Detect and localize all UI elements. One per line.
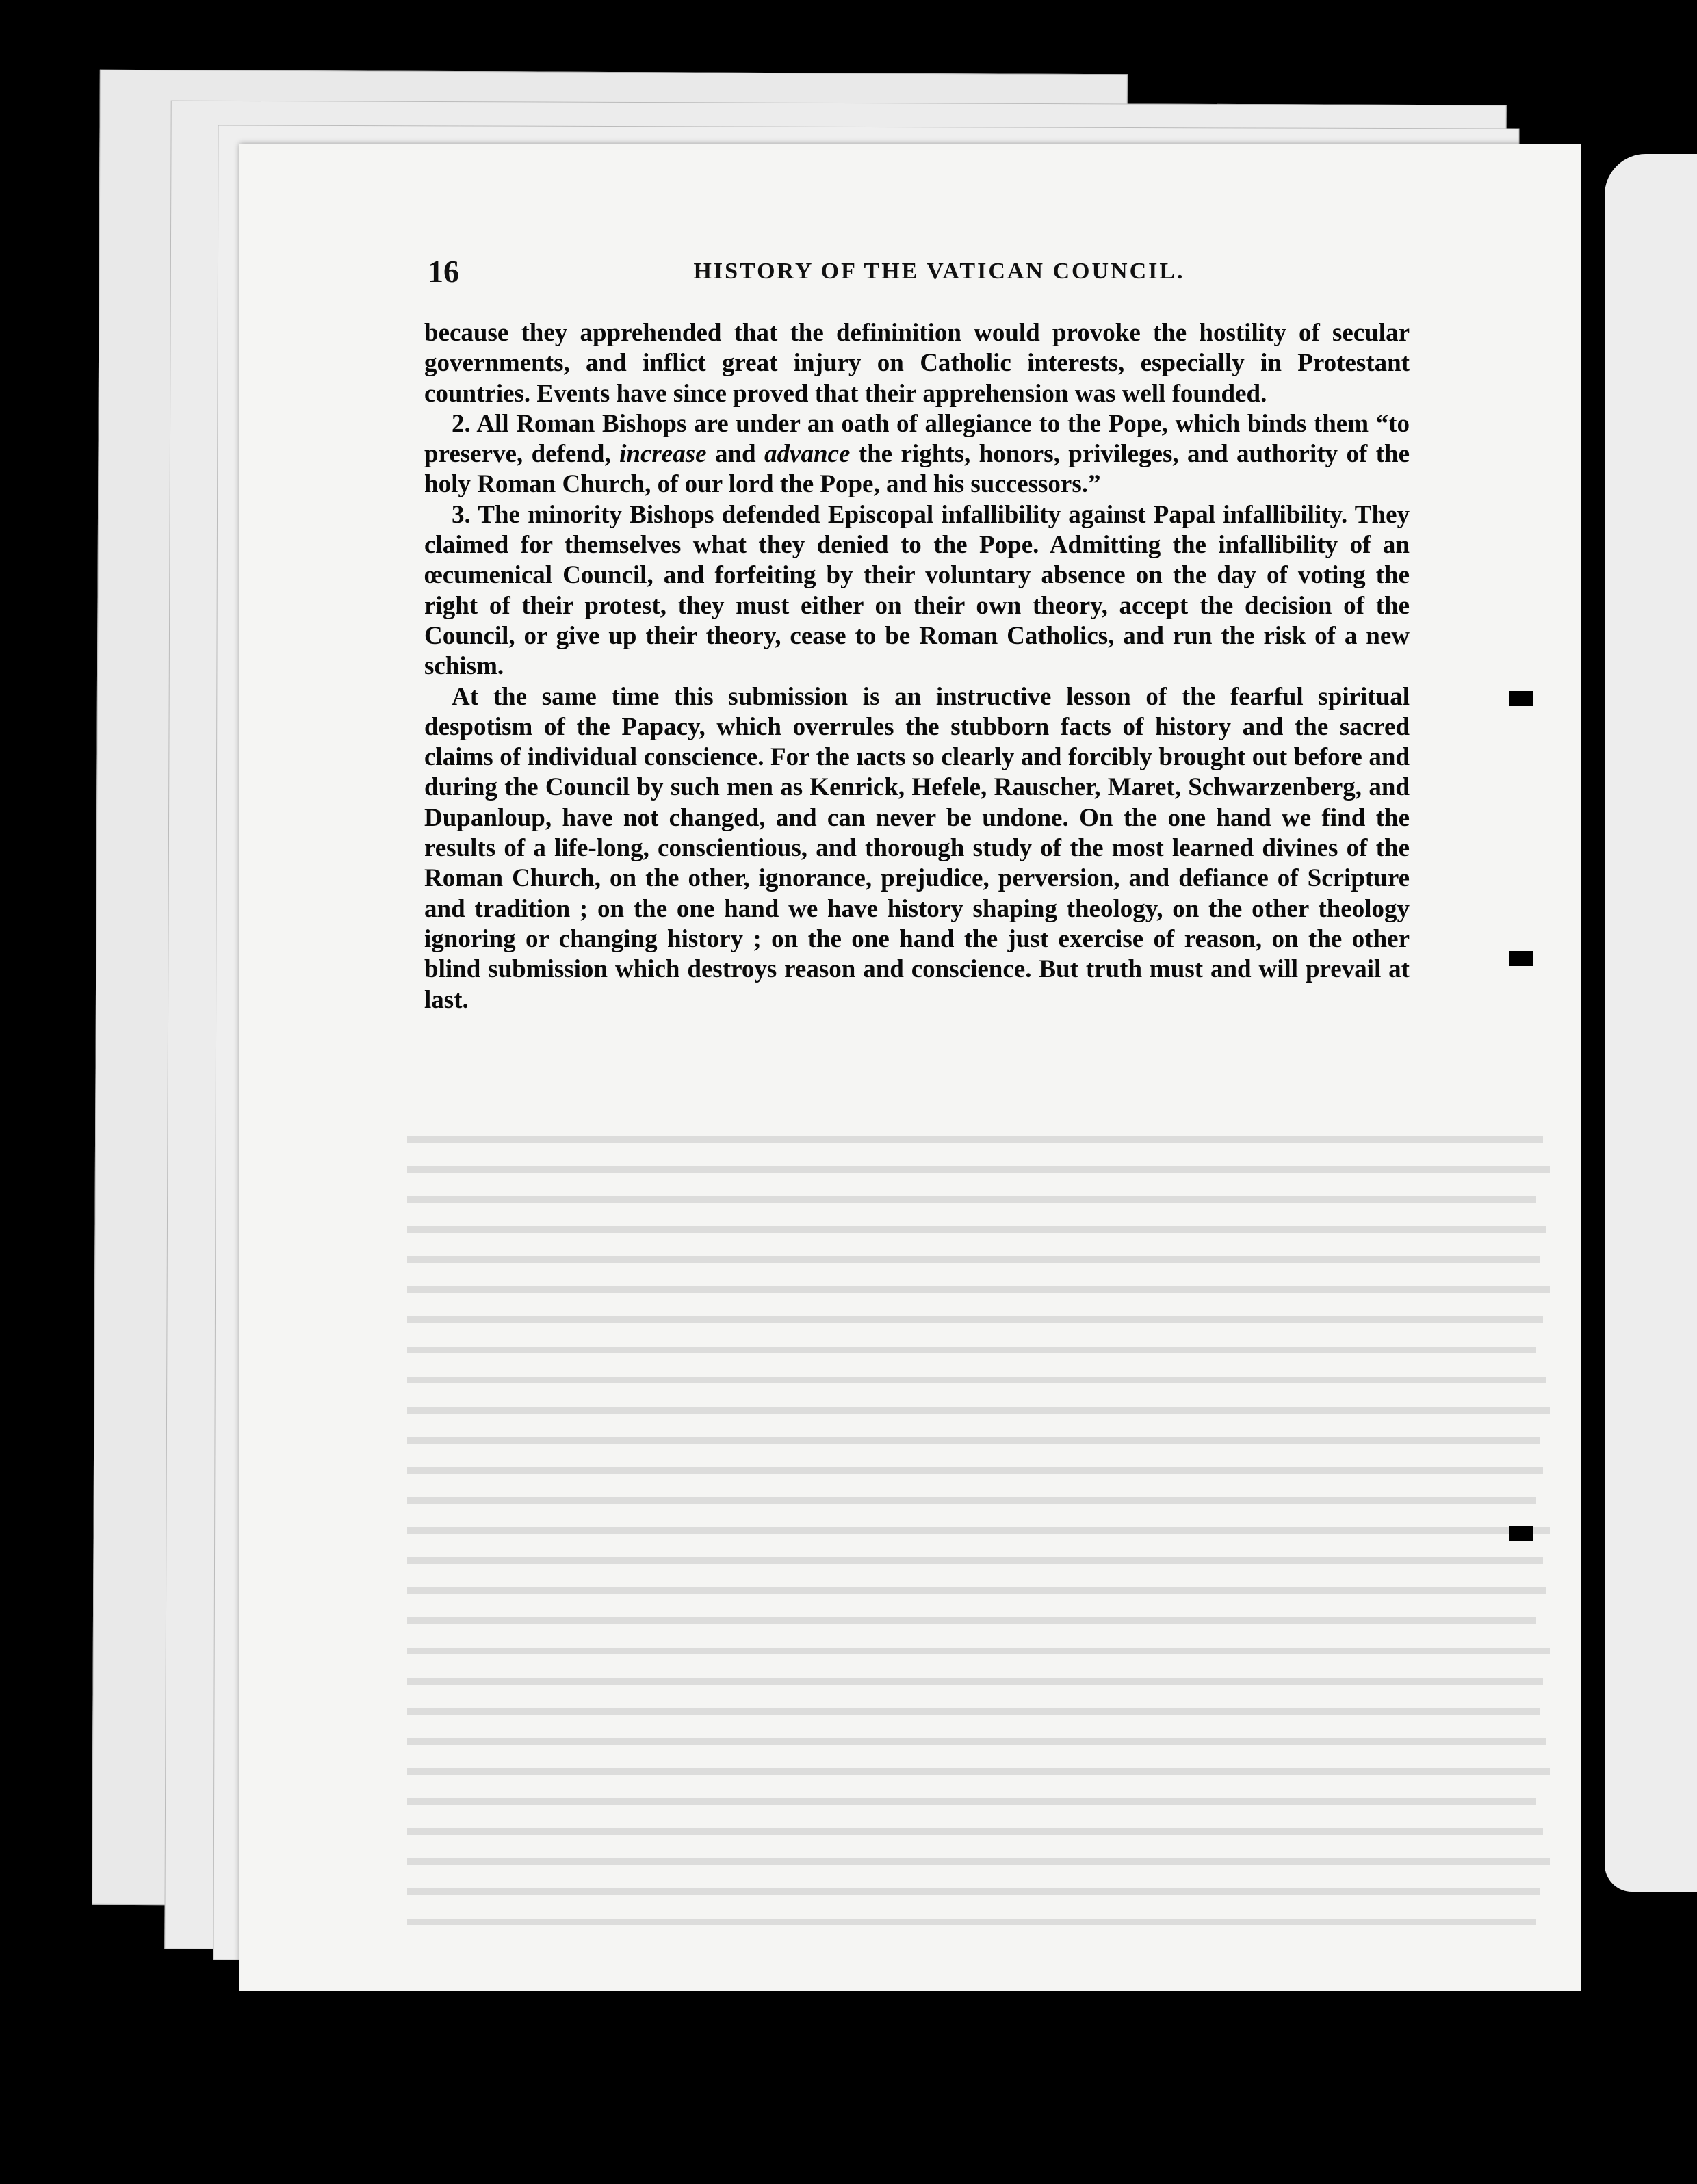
paragraph-2-part-1: 2. All Roman Bishops are under an oath of allegiance to the Pope, which binds them “to preserve, defend,: [424, 409, 1410, 469]
running-title: HISTORY OF THE VATICAN COUNCIL.: [693, 259, 1185, 284]
page-edge-mark: [1509, 691, 1533, 706]
body-text: [424, 318, 1410, 1015]
page-edge-mark: [1509, 1526, 1533, 1541]
paragraph-2: [424, 409, 1410, 500]
running-header: [428, 253, 1403, 294]
bleed-through-lines: [407, 1136, 1557, 1957]
paragraph-2-part-3: the rights, honors, privileges, and authority of the holy Roman Church, of our lord the Pope, and his successors.”: [424, 440, 1410, 499]
page-number: 16: [428, 254, 459, 289]
emphasis-advance: advance: [764, 440, 851, 469]
page-edge-mark: [1509, 951, 1533, 966]
paragraph-3: 3. The minority Bishops defended Episcopal infallibility against Papal infallibility. They claimed for themselves what they denied to the Pope. Admitting the infallibility of an œcumenical Council, and forfeiting by their voluntary absence on the day of voting the right of their protest, they must either on their own theory, accept the decision of the Council, or give up their theory, cease to be Roman Catholics, and run the risk of a new schism.: [424, 500, 1410, 681]
document-page: [239, 144, 1581, 1991]
paragraph-2-part-2: and: [706, 440, 765, 469]
adjacent-page-edge: [1605, 154, 1697, 1892]
emphasis-increase: increase: [619, 440, 707, 469]
bleed-through-texture: [407, 1136, 1557, 1964]
paragraph-1: because they apprehended that the defininition would provoke the hostility of secular governments, and inflict great injury on Catholic interests, especially in Protestant countries. Events have since proved that their apprehension was well founded.: [424, 319, 1410, 408]
paragraph-4: At the same time this submission is an instructive lesson of the fearful spiritual despotism of the Papacy, which overrules the stubborn facts of history and the sacred claims of individual conscience. For the ıacts so clearly and forcibly brought out before and during the Council by such men as Kenrick, Hefele, Rauscher, Maret, Schwarzenberg, and Dupanloup, have not changed, and can never be undone. On the one hand we find the results of a life-long, conscientious, and thorough study of the most learned divines of the Roman Church, on the other, ignorance, prejudice, perversion, and defiance of Scripture and tradition ; on the one hand we have history shaping theology, on the other theology ignoring or changing history ; on the one hand the just exercise of reason, on the other blind submission which destroys reason and conscience. But truth must and will prevail at last.: [424, 682, 1410, 1014]
